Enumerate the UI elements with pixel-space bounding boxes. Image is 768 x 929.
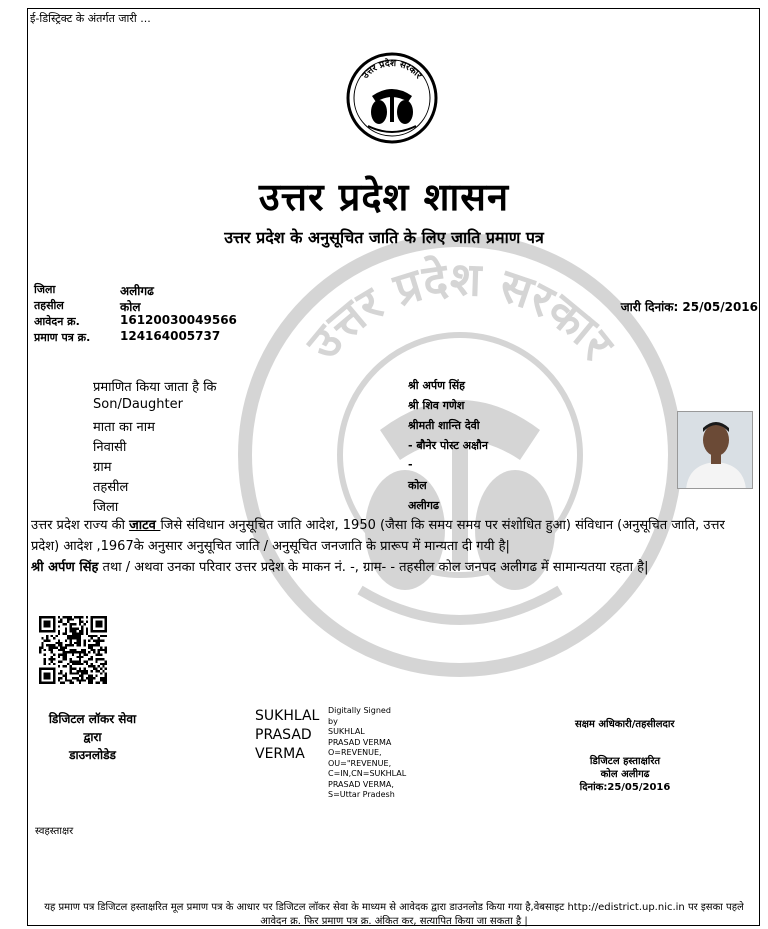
caste-name: जाटव xyxy=(129,518,161,533)
signature-detail-line: OU="REVENUE, xyxy=(328,758,392,768)
competent-officer: सक्षम अधिकारी/तहसीलदार xyxy=(575,719,675,730)
footer-note xyxy=(28,901,760,929)
signer-name-line: PRASAD xyxy=(255,727,312,743)
meta-value-tehsil: कोल xyxy=(120,300,141,314)
digilocker-line: डाउनलोडेड xyxy=(69,748,116,762)
signer-name xyxy=(255,707,319,764)
applicant-name-inline: श्री अर्पण सिंह xyxy=(31,560,99,575)
signature-detail-line: O=REVENUE, xyxy=(328,748,382,757)
meta-label-tehsil: तहसील xyxy=(34,299,64,312)
digital-sign-line: दिनांक:25/05/2016 xyxy=(579,782,671,793)
footer-line: यह प्रमाण पत्र डिजिटल हस्ताक्षरित मूल प्रमाण पत्र के आधार पर डिजिटल लॉकर सेवा के माध्यम से आवेदक द्वारा डाउनलोड किया गया है,वेबसाइट http://edistrict.up.nic.in पर इसका पहले xyxy=(44,902,744,913)
detail-value-name: श्री अर्पण सिंह xyxy=(408,379,466,392)
meta-value-certificate-no: 124164005737 xyxy=(120,329,221,343)
body-text-part: जिसे संविधान अनुसूचित जाति आदेश, 1950 (जैसा कि समय समय पर संशोधित हुआ) संविधान (अनुसूचित जाति, उत्तर प्रदेश) आदेश ,1967के अनुसार अनुसूचित जाति / अनुसूचित जनजाति के प्रारूप में मान्यता दी गयी है| xyxy=(31,518,725,554)
applicant-photo xyxy=(677,411,753,489)
meta-value-application-no: 16120030049566 xyxy=(120,313,237,327)
signer-name-line: VERMA xyxy=(255,746,305,762)
document-subtitle: उत्तर प्रदेश के अनुसूचित जाति के लिए जाति प्रमाण पत्र xyxy=(224,228,544,247)
emblem-text: उत्तर प्रदेश सरकार xyxy=(360,58,424,81)
meta-label-certificate-no: प्रमाण पत्र क्र. xyxy=(34,331,91,344)
signature-detail-line: S=Uttar Pradesh xyxy=(328,790,395,799)
signature-detail-line: Digitally Signed xyxy=(328,706,391,715)
detail-label-parent: Son/Daughter xyxy=(93,397,183,412)
qr-code xyxy=(38,616,108,684)
up-government-emblem xyxy=(342,52,442,144)
digital-sign-line: कोल अलीगढ xyxy=(600,769,650,780)
digilocker-line: द्वारा xyxy=(83,730,102,744)
detail-value-village: - xyxy=(408,458,413,471)
detail-value-resident: - बौनेर पोस्ट अक्षौन xyxy=(408,439,488,452)
header-note: ई-डिस्ट्रिक्ट के अंतर्गत जारी ... xyxy=(30,12,151,25)
detail-label-certified: प्रमाणित किया जाता है कि xyxy=(93,380,217,395)
issue-date: जारी दिनांक: 25/05/2016 xyxy=(620,300,758,314)
digilocker-download-note xyxy=(30,710,155,764)
certificate-body xyxy=(31,515,753,578)
detail-label-district: जिला xyxy=(93,500,119,515)
watermark-text: उत्तर प्रदेश सरकार xyxy=(295,251,625,370)
signature-detail-line: PRASAD VERMA, xyxy=(328,779,394,789)
detail-value-mother: श्रीमती शान्ति देवी xyxy=(408,419,480,432)
body-text-part: उत्तर प्रदेश राज्य की xyxy=(31,518,130,533)
detail-label-tehsil: तहसील xyxy=(93,480,129,495)
detail-value-parent: श्री शिव गणेश xyxy=(408,399,465,412)
signature-detail-line: SUKHLAL xyxy=(328,727,365,736)
detail-value-tehsil: कोल xyxy=(408,479,427,492)
signer-name-line: SUKHLAL xyxy=(255,708,320,724)
signature-detail-line: PRASAD VERMA xyxy=(328,737,392,747)
digital-signature-details xyxy=(328,706,406,801)
signature-detail-line: by xyxy=(328,716,338,726)
document-title: उत्तर प्रदेश शासन xyxy=(258,175,510,219)
self-attestation: स्वहस्ताक्षर xyxy=(35,826,74,837)
body-text-part: तथा / अथवा उनका परिवार उत्तर प्रदेश के माकन नं. -, ग्राम- - तहसील कोल जनपद अलीगढ में सामान्यतया रहता है| xyxy=(98,560,649,575)
detail-label-mother: माता का नाम xyxy=(93,420,155,435)
digitally-signed-block xyxy=(560,755,690,794)
meta-value-district: अलीगढ xyxy=(120,284,154,298)
digilocker-line: डिजिटल लॉकर सेवा xyxy=(48,712,137,726)
detail-value-district: अलीगढ xyxy=(408,499,440,512)
detail-label-resident: निवासी xyxy=(93,440,127,455)
signature-detail-line: C=IN,CN=SUKHLAL xyxy=(328,769,407,778)
meta-label-district: जिला xyxy=(34,283,56,296)
detail-label-village: ग्राम xyxy=(93,460,112,475)
footer-line: आवेदन क्र. फिर प्रमाण पत्र क्र. अंकित कर, सत्यापित किया जा सकता है | xyxy=(260,916,528,927)
meta-label-application-no: आवेदन क्र. xyxy=(34,315,80,328)
digital-sign-line: डिजिटल हस्ताक्षरित xyxy=(589,756,661,767)
